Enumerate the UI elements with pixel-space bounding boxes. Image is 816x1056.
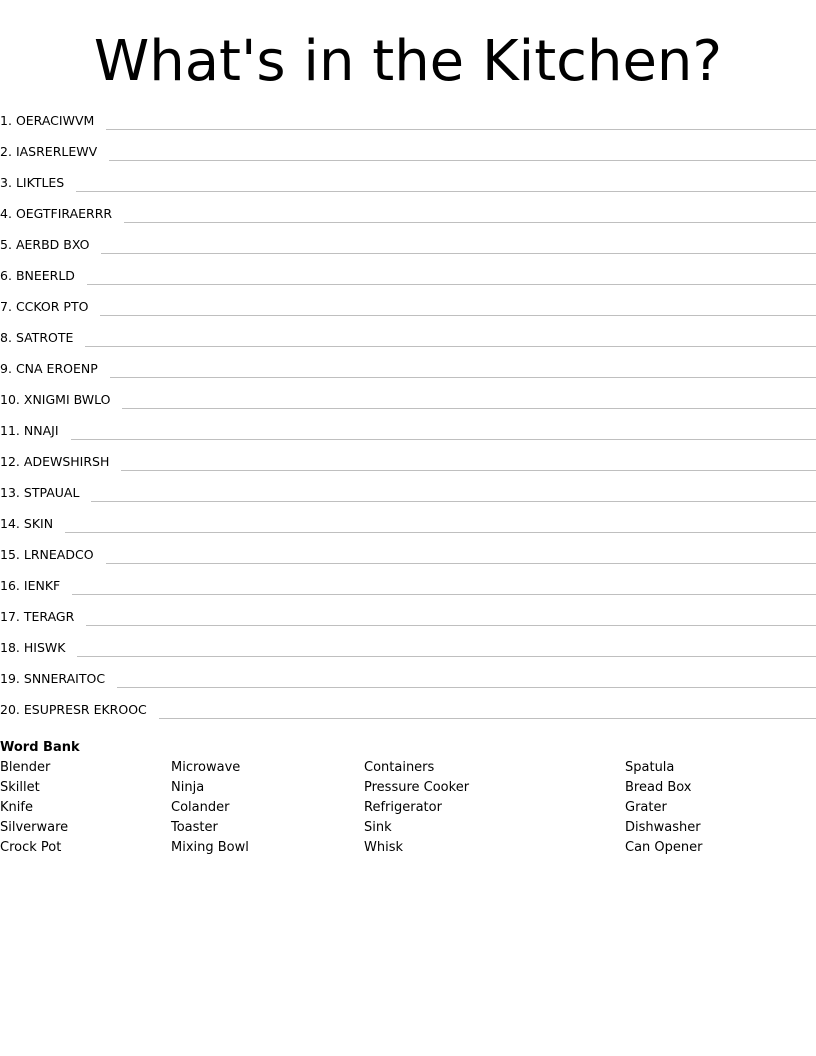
puzzle-label xyxy=(0,636,77,660)
scrambled-word: CCKOR PTO xyxy=(15,299,89,314)
puzzle-label xyxy=(0,450,121,474)
puzzle-label xyxy=(0,295,100,319)
puzzle-number: 13. xyxy=(0,485,20,500)
puzzle-item-14 xyxy=(0,512,816,543)
puzzle-label xyxy=(0,109,106,133)
answer-line[interactable] xyxy=(76,171,816,192)
puzzle-number: 18. xyxy=(0,640,20,655)
answer-line[interactable] xyxy=(159,698,816,719)
word-bank-column-2 xyxy=(171,758,249,858)
answer-line[interactable] xyxy=(106,109,816,130)
word-bank-column-1 xyxy=(0,758,68,858)
puzzle-item-16 xyxy=(0,574,816,605)
scrambled-word: STPAUAL xyxy=(23,485,80,500)
scrambled-word: CNA EROENP xyxy=(15,361,98,376)
puzzle-item-9 xyxy=(0,357,816,388)
puzzle-label xyxy=(0,326,85,350)
answer-line[interactable] xyxy=(101,233,816,254)
puzzle-item-19 xyxy=(0,667,816,698)
puzzle-label xyxy=(0,264,87,288)
word-bank-column-4 xyxy=(625,758,702,858)
word-bank-column-3 xyxy=(364,758,469,858)
puzzle-item-3 xyxy=(0,171,816,202)
scrambled-word: LIKTLES xyxy=(15,175,65,190)
word-bank-word: Spatula xyxy=(625,760,675,775)
puzzle-number: 6. xyxy=(0,268,12,283)
word-bank-word: Whisk xyxy=(364,840,404,855)
puzzle-label xyxy=(0,543,106,567)
scrambled-word: IASRERLEWV xyxy=(15,144,98,159)
puzzle-number: 8. xyxy=(0,330,12,345)
puzzle-item-18 xyxy=(0,636,816,667)
answer-line[interactable] xyxy=(122,388,816,409)
word-bank-word: Microwave xyxy=(171,760,241,775)
answer-line[interactable] xyxy=(117,667,816,688)
puzzle-list xyxy=(0,109,816,729)
puzzle-label xyxy=(0,512,65,536)
puzzle-number: 16. xyxy=(0,578,20,593)
word-bank-word: Blender xyxy=(0,760,51,775)
puzzle-number: 11. xyxy=(0,423,20,438)
puzzle-label xyxy=(0,140,109,164)
scrambled-word: SKIN xyxy=(23,516,54,531)
answer-line[interactable] xyxy=(87,264,816,285)
puzzle-number: 12. xyxy=(0,454,20,469)
puzzle-label xyxy=(0,388,122,412)
word-bank-word: Colander xyxy=(171,800,230,815)
word-bank-word: Knife xyxy=(0,800,33,815)
answer-line[interactable] xyxy=(109,140,816,161)
scrambled-word: ESUPRESR EKROOC xyxy=(23,702,147,717)
puzzle-item-13 xyxy=(0,481,816,512)
answer-line[interactable] xyxy=(91,481,816,502)
word-bank-word: Bread Box xyxy=(625,780,692,795)
puzzle-label xyxy=(0,667,117,691)
word-bank-word: Refrigerator xyxy=(364,800,442,815)
puzzle-item-12 xyxy=(0,450,816,481)
puzzle-item-20 xyxy=(0,698,816,729)
answer-line[interactable] xyxy=(85,326,816,347)
page-title: What's in the Kitchen? xyxy=(93,29,723,94)
scrambled-word: SATROTE xyxy=(15,330,74,345)
scrambled-word: OERACIWVM xyxy=(15,113,95,128)
word-bank-word: Mixing Bowl xyxy=(171,840,249,855)
answer-line[interactable] xyxy=(71,419,816,440)
word-bank-word: Pressure Cooker xyxy=(364,780,470,795)
puzzle-item-15 xyxy=(0,543,816,574)
puzzle-label xyxy=(0,171,76,195)
word-bank-word: Dishwasher xyxy=(625,820,701,835)
answer-line[interactable] xyxy=(72,574,816,595)
puzzle-number: 10. xyxy=(0,392,20,407)
answer-line[interactable] xyxy=(65,512,816,533)
answer-line[interactable] xyxy=(121,450,816,471)
puzzle-item-2 xyxy=(0,140,816,171)
puzzle-item-1 xyxy=(0,109,816,140)
word-bank-word: Grater xyxy=(625,800,667,815)
puzzle-number: 5. xyxy=(0,237,12,252)
puzzle-number: 9. xyxy=(0,361,12,376)
puzzle-item-7 xyxy=(0,295,816,326)
puzzle-label xyxy=(0,481,91,505)
puzzle-number: 1. xyxy=(0,113,12,128)
puzzle-item-10 xyxy=(0,388,816,419)
puzzle-number: 17. xyxy=(0,609,20,624)
word-bank-word: Toaster xyxy=(171,820,218,835)
scrambled-word: OEGTFIRAERRR xyxy=(15,206,113,221)
puzzle-label xyxy=(0,698,159,722)
word-bank-word: Crock Pot xyxy=(0,840,62,855)
scrambled-word: SNNERAITOC xyxy=(23,671,106,686)
scrambled-word: ADEWSHIRSH xyxy=(23,454,110,469)
puzzle-item-4 xyxy=(0,202,816,233)
word-bank-grid xyxy=(0,758,816,858)
scrambled-word: TERAGR xyxy=(23,609,75,624)
puzzle-item-11 xyxy=(0,419,816,450)
answer-line[interactable] xyxy=(77,636,816,657)
puzzle-item-8 xyxy=(0,326,816,357)
scrambled-word: LRNEADCO xyxy=(23,547,94,562)
puzzle-label xyxy=(0,574,72,598)
answer-line[interactable] xyxy=(110,357,816,378)
puzzle-number: 2. xyxy=(0,144,12,159)
answer-line[interactable] xyxy=(86,605,816,626)
puzzle-number: 15. xyxy=(0,547,20,562)
word-bank xyxy=(0,738,816,858)
word-bank-title: Word Bank xyxy=(0,740,80,755)
answer-line[interactable] xyxy=(124,202,816,223)
word-bank-word: Sink xyxy=(364,820,392,835)
scrambled-word: XNIGMI BWLO xyxy=(23,392,111,407)
answer-line[interactable] xyxy=(106,543,816,564)
word-bank-word: Silverware xyxy=(0,820,69,835)
scrambled-word: BNEERLD xyxy=(15,268,75,283)
puzzle-number: 3. xyxy=(0,175,12,190)
word-bank-word: Can Opener xyxy=(625,840,703,855)
puzzle-number: 7. xyxy=(0,299,12,314)
puzzle-label xyxy=(0,202,124,226)
scrambled-word: AERBD BXO xyxy=(15,237,90,252)
answer-line[interactable] xyxy=(100,295,816,316)
scrambled-word: NNAJI xyxy=(23,423,59,438)
puzzle-label xyxy=(0,419,71,443)
puzzle-number: 14. xyxy=(0,516,20,531)
word-bank-word: Ninja xyxy=(171,780,205,795)
puzzle-number: 4. xyxy=(0,206,12,221)
puzzle-label xyxy=(0,605,86,629)
puzzle-item-17 xyxy=(0,605,816,636)
scrambled-word: HISWK xyxy=(23,640,66,655)
word-bank-word: Containers xyxy=(364,760,435,775)
word-bank-word: Skillet xyxy=(0,780,40,795)
puzzle-label xyxy=(0,233,101,257)
puzzle-item-6 xyxy=(0,264,816,295)
puzzle-number: 19. xyxy=(0,671,20,686)
scrambled-word: IENKF xyxy=(23,578,61,593)
puzzle-number: 20. xyxy=(0,702,20,717)
puzzle-item-5 xyxy=(0,233,816,264)
puzzle-label xyxy=(0,357,110,381)
